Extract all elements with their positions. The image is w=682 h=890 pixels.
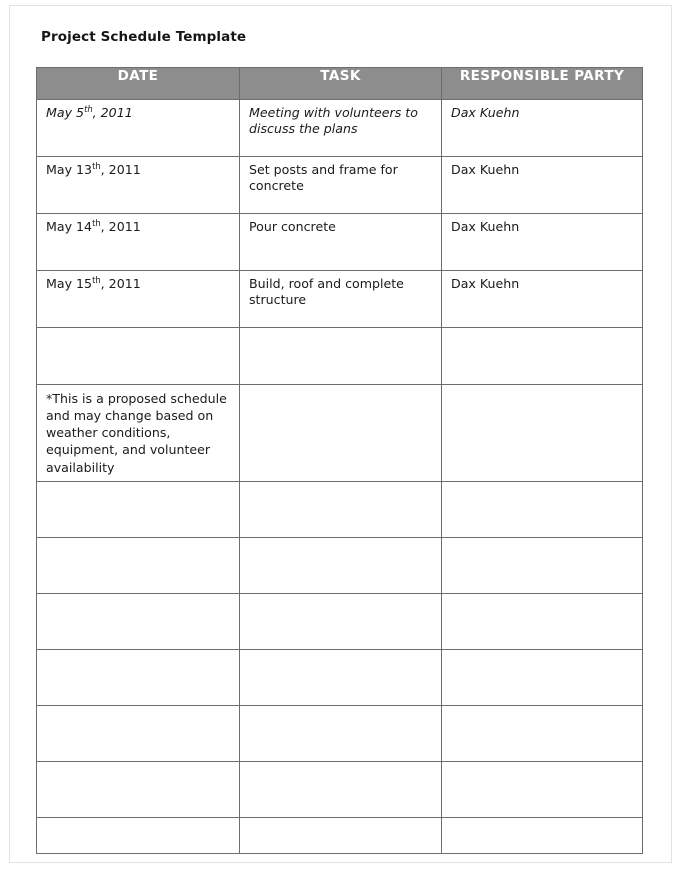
cell-date[interactable] bbox=[37, 271, 240, 328]
cell-task-content bbox=[240, 538, 441, 548]
cell-responsible-party-content bbox=[442, 706, 642, 716]
table-header bbox=[37, 68, 643, 100]
cell-date[interactable] bbox=[37, 157, 240, 214]
cell-task[interactable] bbox=[240, 761, 442, 817]
cell-task[interactable] bbox=[240, 593, 442, 649]
cell-responsible-party-content bbox=[442, 762, 642, 772]
cell-task-content bbox=[240, 482, 441, 492]
cell-task[interactable] bbox=[240, 214, 442, 271]
cell-task[interactable] bbox=[240, 100, 442, 157]
cell-date[interactable] bbox=[37, 481, 240, 537]
cell-task-content bbox=[240, 762, 441, 772]
cell-task-content bbox=[240, 328, 441, 338]
date-text: May 14th, 2011 bbox=[46, 217, 141, 234]
cell-date[interactable] bbox=[37, 761, 240, 817]
column-header-task: TASK bbox=[240, 68, 442, 100]
cell-responsible-party[interactable] bbox=[442, 100, 643, 157]
cell-responsible-party[interactable] bbox=[442, 214, 643, 271]
table-row bbox=[37, 328, 643, 385]
cell-task-content: Build, roof and complete structure bbox=[249, 276, 404, 308]
cell-date[interactable] bbox=[37, 649, 240, 705]
cell-date-content bbox=[37, 328, 239, 338]
table-row-blank bbox=[37, 537, 643, 593]
cell-date[interactable] bbox=[37, 537, 240, 593]
cell-responsible-party[interactable] bbox=[442, 817, 643, 853]
date-ordinal-suffix: th bbox=[92, 217, 101, 228]
cell-responsible-party[interactable] bbox=[442, 328, 643, 385]
cell-date-content bbox=[37, 818, 239, 828]
cell-responsible-party-content bbox=[442, 538, 642, 548]
cell-task-content bbox=[240, 650, 441, 660]
cell-date[interactable] bbox=[37, 328, 240, 385]
cell-task-content bbox=[240, 818, 441, 828]
date-ordinal-suffix: th bbox=[92, 274, 101, 285]
cell-date[interactable] bbox=[37, 214, 240, 271]
date-text: May 13th, 2011 bbox=[46, 160, 141, 177]
date-ordinal-suffix: th bbox=[84, 103, 93, 114]
cell-date[interactable] bbox=[37, 817, 240, 853]
cell-date-content bbox=[37, 650, 239, 660]
date-text: May 5th, 2011 bbox=[46, 103, 133, 120]
table-row-blank bbox=[37, 649, 643, 705]
table-row-blank bbox=[37, 593, 643, 649]
cell-task[interactable] bbox=[240, 157, 442, 214]
cell-task[interactable] bbox=[240, 817, 442, 853]
cell-responsible-party[interactable] bbox=[442, 537, 643, 593]
cell-task-content bbox=[240, 594, 441, 604]
column-header-date: DATE bbox=[37, 68, 240, 100]
cell-task-content: Set posts and frame for concrete bbox=[249, 162, 398, 194]
cell-party-content bbox=[442, 385, 642, 395]
cell-party-content: Dax Kuehn bbox=[451, 105, 520, 120]
cell-schedule-note[interactable] bbox=[37, 385, 240, 482]
cell-task[interactable] bbox=[240, 385, 442, 482]
cell-date[interactable] bbox=[37, 593, 240, 649]
table-row-blank bbox=[37, 817, 643, 853]
date-text: May 15th, 2011 bbox=[46, 274, 141, 291]
cell-task[interactable] bbox=[240, 328, 442, 385]
cell-date-content bbox=[37, 214, 239, 240]
cell-date[interactable] bbox=[37, 100, 240, 157]
cell-date-content bbox=[37, 157, 239, 183]
table-row-blank bbox=[37, 481, 643, 537]
cell-responsible-party[interactable] bbox=[442, 649, 643, 705]
table-body bbox=[37, 100, 643, 854]
cell-task[interactable] bbox=[240, 271, 442, 328]
table-row-blank bbox=[37, 705, 643, 761]
cell-date[interactable] bbox=[37, 705, 240, 761]
cell-party-content: Dax Kuehn bbox=[451, 162, 520, 177]
column-header-responsible-party: RESPONSIBLE PARTY bbox=[442, 68, 643, 100]
schedule-note-text: *This is a proposed schedule and may change based on weather conditions, equipment, and volunteer availability bbox=[46, 391, 227, 475]
cell-task[interactable] bbox=[240, 537, 442, 593]
cell-responsible-party[interactable] bbox=[442, 385, 643, 482]
table-row bbox=[37, 157, 643, 214]
table-row-note bbox=[37, 385, 643, 482]
cell-date-content bbox=[37, 271, 239, 297]
cell-party-content: Dax Kuehn bbox=[451, 219, 520, 234]
table-header-row bbox=[37, 68, 643, 100]
cell-responsible-party-content bbox=[442, 482, 642, 492]
cell-responsible-party-content bbox=[442, 594, 642, 604]
table-row-blank bbox=[37, 761, 643, 817]
cell-responsible-party[interactable] bbox=[442, 157, 643, 214]
project-schedule-table bbox=[36, 67, 643, 854]
cell-party-content: Dax Kuehn bbox=[451, 276, 520, 291]
cell-responsible-party-content bbox=[442, 650, 642, 660]
cell-party-content bbox=[442, 328, 642, 338]
cell-task-content: Pour concrete bbox=[249, 219, 336, 234]
cell-responsible-party[interactable] bbox=[442, 593, 643, 649]
cell-date-content bbox=[37, 594, 239, 604]
cell-task-content: Meeting with volunteers to discuss the plans bbox=[249, 105, 418, 137]
cell-date-content bbox=[37, 538, 239, 548]
cell-date-content bbox=[37, 100, 239, 126]
cell-date-content bbox=[37, 762, 239, 772]
table-row bbox=[37, 100, 643, 157]
date-ordinal-suffix: th bbox=[92, 160, 101, 171]
cell-task[interactable] bbox=[240, 481, 442, 537]
cell-task-content bbox=[240, 706, 441, 716]
table-row bbox=[37, 271, 643, 328]
cell-task[interactable] bbox=[240, 649, 442, 705]
cell-responsible-party[interactable] bbox=[442, 705, 643, 761]
cell-responsible-party[interactable] bbox=[442, 481, 643, 537]
cell-responsible-party-content bbox=[442, 818, 642, 828]
table-row bbox=[37, 214, 643, 271]
cell-task[interactable] bbox=[240, 705, 442, 761]
page-title: Project Schedule Template bbox=[41, 29, 247, 45]
cell-responsible-party[interactable] bbox=[442, 761, 643, 817]
cell-date-content bbox=[37, 482, 239, 492]
cell-responsible-party[interactable] bbox=[442, 271, 643, 328]
cell-date-content bbox=[37, 706, 239, 716]
cell-task-content bbox=[240, 385, 441, 395]
